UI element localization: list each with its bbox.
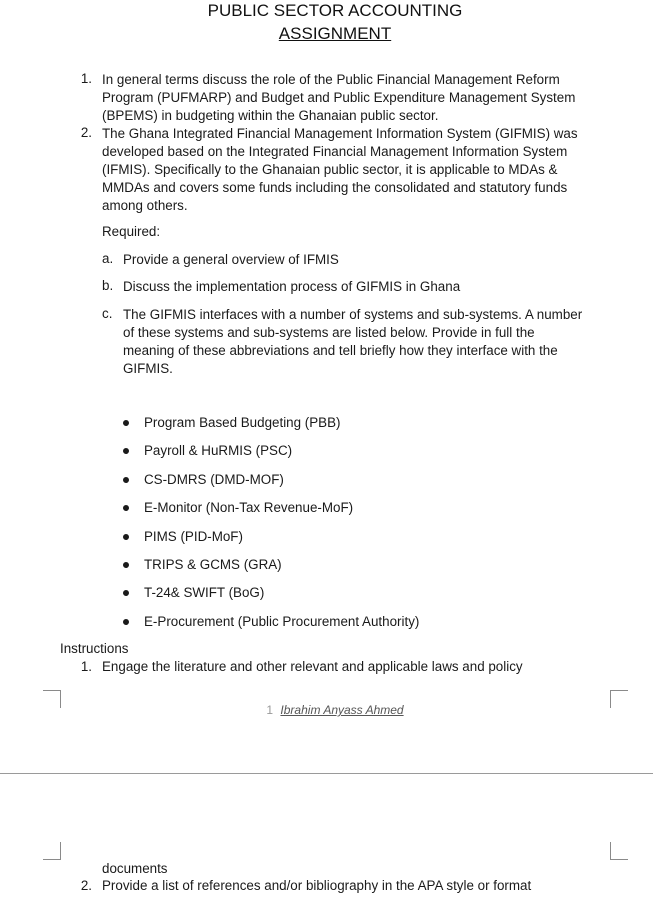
bullet-item: T-24& SWIFT (BoG) bbox=[144, 585, 265, 600]
instruction-1-text: Engage the literature and other relevant and applicable laws and policy bbox=[102, 659, 523, 674]
bullet-icon bbox=[123, 477, 129, 483]
page-number: 1 bbox=[266, 703, 274, 717]
sub-item-a-text: Provide a general overview of IFMIS bbox=[123, 252, 339, 267]
document-title: PUBLIC SECTOR ACCOUNTING bbox=[207, 1, 463, 20]
sub-item-b-text: Discuss the implementation process of GIFMIS in Ghana bbox=[123, 279, 461, 294]
text-line: (IFMIS). Specifically to the Ghanaian public sector, it is applicable to MDAs & bbox=[102, 162, 558, 177]
sub-item-c-letter: c. bbox=[102, 306, 113, 321]
page-separator bbox=[0, 773, 653, 774]
text-line: In general terms discuss the role of the Public Financial Management Reform bbox=[102, 72, 560, 87]
bullet-item: PIMS (PID-MoF) bbox=[144, 529, 243, 544]
question-1-number: 1. bbox=[80, 71, 92, 86]
instruction-1-continuation: documents bbox=[102, 861, 168, 876]
bullet-item: TRIPS & GCMS (GRA) bbox=[144, 557, 282, 572]
footer-author: Ibrahim Anyass Ahmed bbox=[280, 703, 404, 717]
text-line: The GIFMIS interfaces with a number of systems and sub-systems. A number bbox=[123, 307, 583, 322]
bullet-item: E-Procurement (Public Procurement Authority) bbox=[144, 614, 420, 629]
bullet-icon bbox=[123, 590, 129, 596]
instructions-heading: Instructions bbox=[60, 641, 129, 656]
text-line: of these systems and sub-systems are listed below. Provide in full the bbox=[123, 325, 535, 340]
instruction-2-text: Provide a list of references and/or bibliography in the APA style or format bbox=[102, 878, 532, 893]
text-line: meaning of these abbreviations and tell briefly how they interface with the bbox=[123, 343, 558, 358]
question-2-text bbox=[102, 125, 607, 215]
bullet-icon bbox=[123, 619, 129, 625]
question-1-text bbox=[102, 71, 607, 125]
sub-item-a-letter: a. bbox=[102, 251, 114, 266]
bullet-item: Payroll & HuRMIS (PSC) bbox=[144, 443, 293, 458]
bullet-icon bbox=[123, 505, 129, 511]
bullet-icon bbox=[123, 448, 129, 454]
instruction-2-number: 2. bbox=[80, 878, 92, 893]
bullet-item: Program Based Budgeting (PBB) bbox=[144, 415, 341, 430]
bullet-icon bbox=[123, 562, 129, 568]
question-2-number: 2. bbox=[80, 125, 92, 140]
sub-item-c-text bbox=[123, 306, 611, 378]
document-subtitle: ASSIGNMENT bbox=[278, 24, 392, 43]
bullet-icon bbox=[123, 534, 129, 540]
bullet-icon bbox=[123, 420, 129, 426]
text-line: GIFMIS. bbox=[123, 361, 173, 376]
instruction-1-number: 1. bbox=[80, 659, 92, 674]
text-line: The Ghana Integrated Financial Management Information System (GIFMIS) was bbox=[102, 126, 578, 141]
text-line: MMDAs and covers some funds including the consolidated and statutory funds bbox=[102, 180, 568, 195]
text-line: among others. bbox=[102, 198, 188, 213]
page-footer bbox=[0, 703, 653, 717]
text-line: Program (PUFMARP) and Budget and Public Expenditure Management System bbox=[102, 90, 576, 105]
margin-corner bbox=[610, 842, 628, 860]
bullet-item: E-Monitor (Non-Tax Revenue-MoF) bbox=[144, 500, 354, 515]
text-line: developed based on the Integrated Financial Management Information System bbox=[102, 144, 568, 159]
text-line: (BPEMS) in budgeting within the Ghanaian public sector. bbox=[102, 108, 439, 123]
margin-corner bbox=[43, 842, 61, 860]
sub-item-b-letter: b. bbox=[102, 278, 114, 293]
required-label: Required: bbox=[102, 224, 161, 239]
bullet-item: CS-DMRS (DMD-MOF) bbox=[144, 472, 284, 487]
